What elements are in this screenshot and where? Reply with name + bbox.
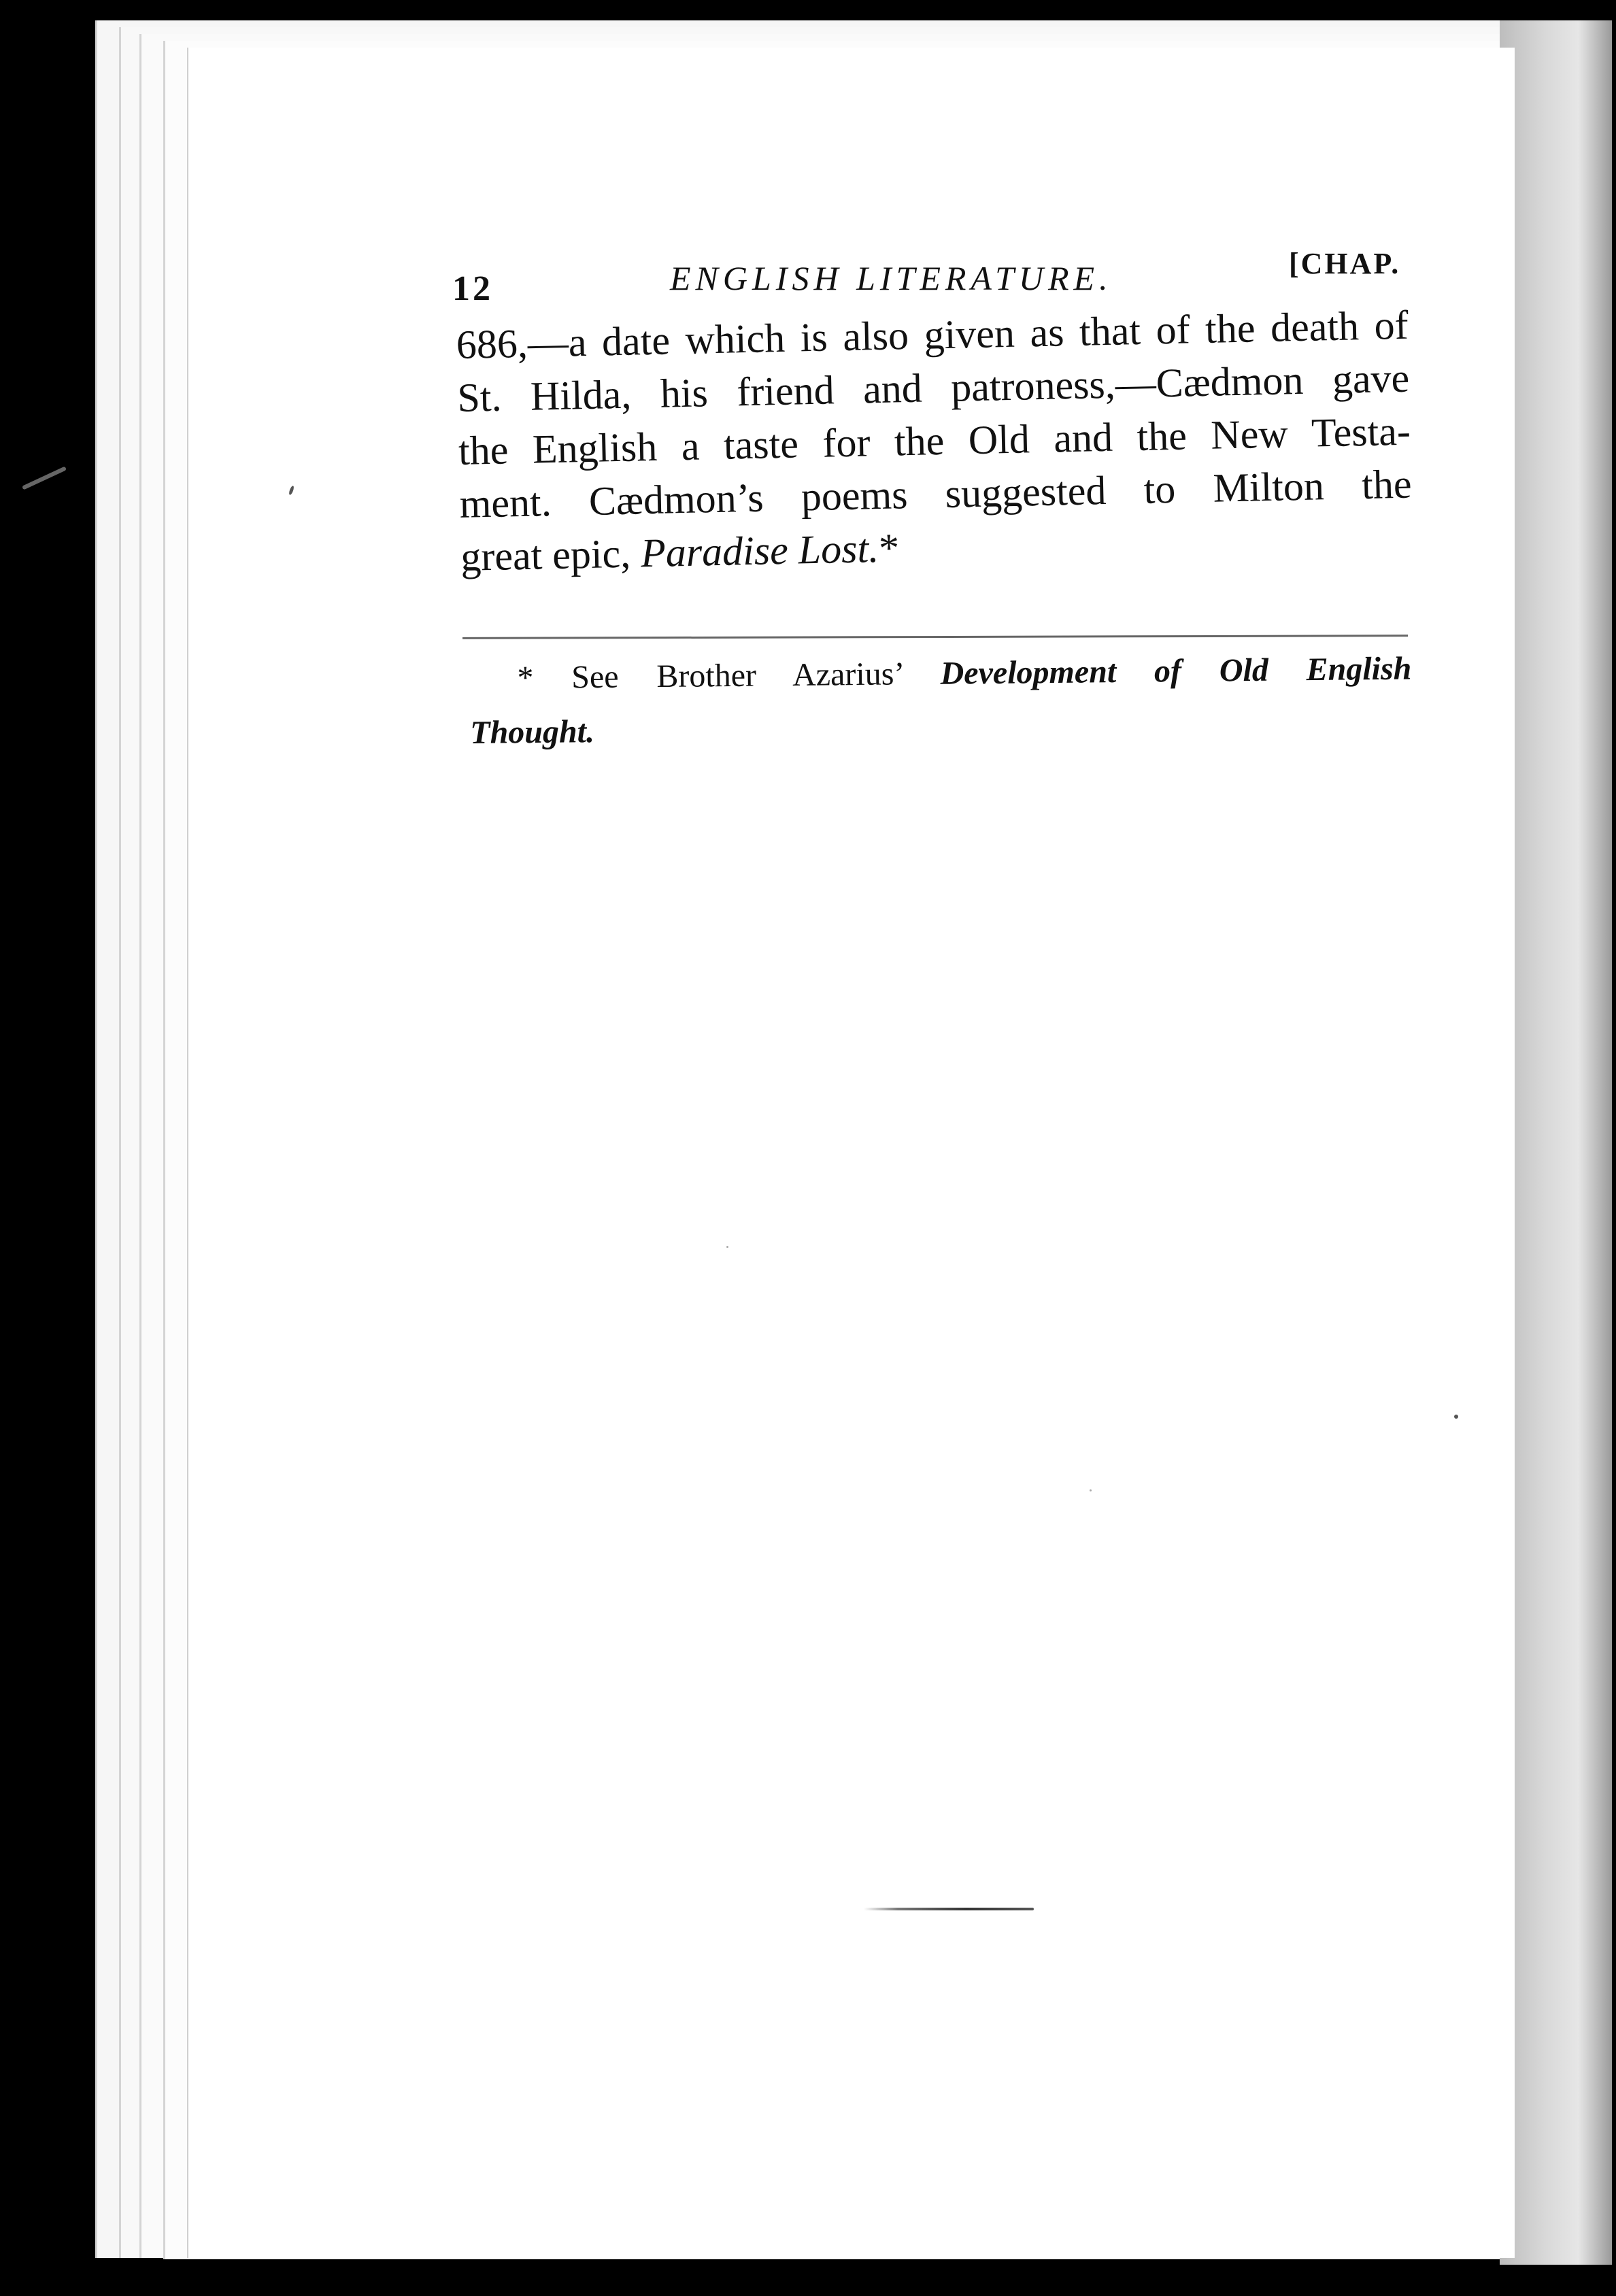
footnote-line [469, 641, 1412, 705]
footnote-line [470, 696, 1413, 760]
page-number: 12 [452, 269, 493, 308]
scan-speck [1454, 1415, 1458, 1419]
body-line: the English a taste for the Old and the New Testa- [458, 408, 1411, 473]
body-paragraph [456, 299, 1413, 584]
chapter-mark: [CHAP. [1289, 247, 1401, 280]
footnote-marker: * [878, 525, 900, 571]
scan-speck [726, 1246, 728, 1248]
book-title-reference: Paradise Lost. [640, 526, 879, 576]
scan-speck [1090, 1489, 1092, 1491]
body-line-text: great epic, [460, 530, 641, 579]
end-ornament-rule [864, 1908, 1034, 1910]
footnote-prefix: * See Brother Azarius’ [517, 655, 941, 696]
footnote-title: Development of Old English [940, 650, 1412, 692]
body-line: 686,—a date which is also given as that of the death of [456, 302, 1409, 367]
footnote-title-continued: Thought. [469, 713, 595, 751]
running-title: ENGLISH LITERATURE. [670, 259, 1113, 297]
scan-artifact [22, 466, 67, 490]
footnote [469, 641, 1413, 760]
book-gutter-shadow [1500, 20, 1612, 2265]
body-line: ment. Cædmon’s poems suggested to Milton the [459, 461, 1413, 526]
body-line: St. Hilda, his friend and patroness,—Cædmon gave [456, 355, 1410, 420]
